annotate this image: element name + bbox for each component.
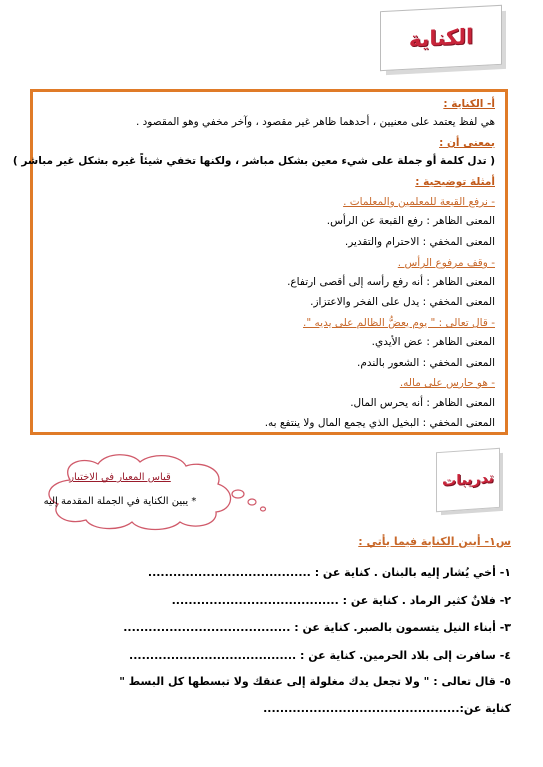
exercise-item-5-answer: كناية عن:............................................... [263, 702, 511, 715]
title-banner [380, 8, 508, 74]
exercise-item-4: ٤- سافرت إلى بلاد الحرمين. كناية عن : ........................................ [129, 649, 511, 662]
example-3-hidden: المعنى المخفي : الشعور بالندم. [357, 357, 495, 369]
assessment-title: قياس المعيار في الاختبار [69, 472, 171, 483]
example-4-title: - هو حارس على ماله. [399, 377, 495, 389]
page-title: الكناية [408, 24, 474, 52]
exercise-question: س١- أبين الكناية فيما يأتي : [358, 535, 511, 548]
exercise-item-5: ٥- قال تعالى : " ولا تجعل يدك مغلولة إلى عنقك ولا تبسطها كل البسط " [119, 675, 511, 688]
assessment-cloud [40, 452, 238, 532]
example-3-title: - قال تعالى : " يوم يعضُّ الظالم على يديه ". [303, 317, 495, 329]
example-3-apparent: المعنى الظاهر : عض الأيدي. [371, 336, 495, 348]
meaning-heading: بمعنى أن : [439, 137, 495, 149]
exercises-banner-card [436, 448, 500, 512]
example-2-apparent: المعنى الظاهر : أنه رفع رأسه إلى أقصى ارتفاع. [287, 276, 495, 288]
assessment-text: * يبين الكناية في الجملة المقدمة إليه [43, 496, 197, 507]
meaning-text: ( تدل كلمة أو جملة على شيء معين بشكل مباشر ، ولكنها تخفي شيئاً غيره بشكل غير مباشر ) [12, 155, 495, 167]
example-2-title: - وقف مرفوع الرأس . [397, 257, 495, 269]
exercise-item-3: ٣- أبناء النيل يتسمون بالصبر. كناية عن : ........................................ [123, 621, 511, 634]
exercise-item-1: ١- أخي يُشار إليه بالبنان . كناية عن : ....................................... [147, 566, 511, 579]
example-1-apparent: المعنى الظاهر : رفع القبعة عن الرأس. [326, 215, 495, 227]
exercise-item-2: ٢- فلانٌ كثير الرماد . كناية عن : ........................................ [171, 594, 511, 607]
definition-box [12, 89, 508, 435]
example-2-hidden: المعنى المخفي : يدل على الفخر والاعتزاز. [310, 296, 495, 308]
example-1-title: - نرفع القبعة للمعلمين والمعلمات . [343, 196, 495, 208]
example-4-apparent: المعنى الظاهر : أنه يحرس المال. [350, 397, 495, 409]
title-banner-card [380, 5, 502, 71]
definition-heading: أ- الكناية : [443, 98, 495, 110]
examples-heading: أمثلة توضيحية : [415, 176, 495, 188]
example-4-hidden: المعنى المخفي : البخيل الذي يجمع المال ولا ينتفع به. [264, 417, 495, 429]
cloud-tail-bubbles [230, 486, 270, 516]
definition-text: هي لفظ يعتمد على معنيين ، أحدهما ظاهر غير مقصود ، وآخر مخفي وهو المقصود . [135, 116, 495, 128]
exercises-banner [436, 450, 506, 514]
exercises-title: تدريبات [442, 470, 494, 490]
example-1-hidden: المعنى المخفي : الاحترام والتقدير. [344, 236, 495, 248]
